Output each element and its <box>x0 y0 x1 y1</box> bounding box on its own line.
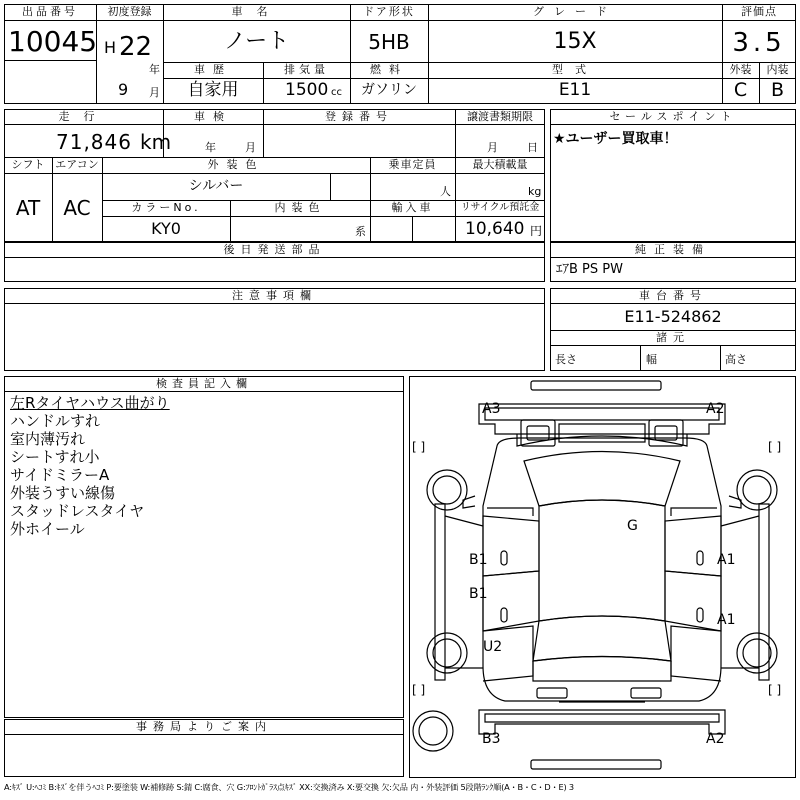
legend: A:ｷｽﾞ U:ﾍｺﾐ B:ｷｽﾞを伴うﾍｺﾐ P:要塗装 W:補修跡 S:錆 C:腐食、穴 G:ﾌﾛﾝﾄｶﾞﾗｽ点ｷｽﾞ XX:交換済み X:要交換 欠:欠品 内・外装評価 5段階ﾗﾝｸ順(A・B・C・D・E) 3 <box>4 782 574 792</box>
door-label: ドア形状 <box>363 5 415 18</box>
door-type: 5HB <box>368 30 410 54</box>
bracket-left-top: [ ] <box>412 440 426 454</box>
fuel: ガソリン <box>361 82 417 98</box>
car-name: ノート <box>223 29 290 54</box>
inspection-month-unit: 月 <box>245 141 256 154</box>
vehicle-info-frame <box>4 109 545 242</box>
bracket-right-bottom: [ ] <box>768 683 782 697</box>
mark-u2: U2 <box>483 639 503 655</box>
mark-g: G <box>627 518 638 534</box>
exterior-label: 外装 <box>729 63 752 76</box>
score: 3.5 <box>732 28 786 58</box>
displacement-unit: cc <box>331 87 342 98</box>
mark-a1-lower: A1 <box>717 612 736 628</box>
first-reg-label: 初度登録 <box>107 5 152 18</box>
lot-no-label: 出品番号 <box>22 5 78 18</box>
mark-a1-upper: A1 <box>717 552 736 568</box>
capacity-unit: 人 <box>440 185 451 198</box>
selling-points: ★ユーザー買取車！ <box>553 131 678 147</box>
inspector-line-6: 外装うすい線傷 <box>10 484 116 502</box>
inspector-line-8: 外ホイール <box>10 520 85 538</box>
inspector-line-4: シートすれ小 <box>10 448 100 466</box>
mark-b1-upper: B1 <box>469 552 488 568</box>
max-load-unit: kg <box>528 185 542 198</box>
model: E11 <box>558 80 592 100</box>
transfer-day-unit: 日 <box>527 141 538 154</box>
later-parts-label: 後日発送部品 <box>223 243 326 256</box>
era: H <box>104 38 117 57</box>
color: シルバー <box>188 178 244 194</box>
fuel-label: 燃料 <box>370 63 408 76</box>
color-label: 外装色 <box>207 158 265 171</box>
shift-label: シフト <box>11 158 45 171</box>
equipment: ｴｱB PS PW <box>556 262 623 277</box>
car-diagram <box>409 376 796 778</box>
lot-no: 10045 <box>8 25 98 58</box>
reg-no-label: 登録番号 <box>325 110 393 123</box>
recycle-fee: 10,640 <box>465 219 525 239</box>
inspector-line-5: サイドミラーA <box>10 466 110 484</box>
transfer-month-unit: 月 <box>487 141 498 154</box>
bracket-right-top: [ ] <box>768 440 782 454</box>
interior-grade: B <box>770 79 785 101</box>
recycle-unit: 円 <box>530 224 543 238</box>
grade: 15X <box>553 29 597 54</box>
max-load-label: 最大積載量 <box>472 158 528 171</box>
recycle-label: リサイクル預託金 <box>460 202 540 213</box>
mileage-label: 走行 <box>58 110 109 123</box>
car-name-label: 車名 <box>231 5 282 18</box>
chassis-number: E11-524862 <box>624 307 722 326</box>
interior-color-label: 内装色 <box>274 201 326 214</box>
mark-b1-lower: B1 <box>469 586 488 602</box>
mark-a3: A3 <box>482 401 501 417</box>
year-unit: 年 <box>149 63 160 76</box>
chassis-label: 車台番号 <box>639 289 707 302</box>
history: 自家用 <box>187 80 239 100</box>
inspector-line-7: スタッドレスタイヤ <box>10 502 145 520</box>
color-no-label: カラーNo. <box>131 201 201 214</box>
month-unit: 月 <box>149 86 160 99</box>
mark-a2-bottom: A2 <box>706 731 725 747</box>
equipment-label: 純正装備 <box>635 243 711 256</box>
model-label: 型式 <box>552 63 598 76</box>
height-label: 高さ <box>725 353 747 366</box>
mark-a2-top: A2 <box>706 401 725 417</box>
interior-color-unit: 系 <box>355 225 366 238</box>
inspection-year-unit: 年 <box>205 141 216 154</box>
ac: AC <box>63 196 91 220</box>
mark-b3: B3 <box>482 731 501 747</box>
bracket-left-bottom: [ ] <box>412 683 426 697</box>
ac-label: エアコン <box>55 158 99 171</box>
score-label: 評価点 <box>741 5 777 18</box>
import-label: 輸入車 <box>391 201 434 214</box>
exterior-grade: C <box>733 79 748 101</box>
inspector-line-3: 室内薄汚れ <box>10 430 86 448</box>
mileage: 71,846 <box>56 130 132 154</box>
displacement-label: 排気量 <box>284 63 329 76</box>
notes-label: 注意事項欄 <box>232 289 317 302</box>
office-label: 事務局よりご案内 <box>136 720 272 733</box>
inspector-label: 検査員記入欄 <box>156 377 252 390</box>
selling-points-frame <box>550 109 796 242</box>
grade-label: グレード <box>533 5 617 18</box>
specs-label: 諸元 <box>656 331 690 344</box>
mileage-unit: km <box>140 130 172 154</box>
length-label: 長さ <box>555 353 577 366</box>
inspection-label: 車検 <box>194 110 232 123</box>
first-reg-year: 22 <box>119 32 153 62</box>
first-reg-month: 9 <box>118 80 129 99</box>
history-label: 車歴 <box>194 63 232 76</box>
inspector-line-1: 左Rタイヤハウス曲がり <box>10 394 170 412</box>
interior-label: 内装 <box>766 63 789 76</box>
inspector-line-2: ハンドルすれ <box>10 412 101 430</box>
selling-points-label: セールスポイント <box>609 110 737 123</box>
width-label: 幅 <box>646 353 657 366</box>
transfer-deadline-label: 譲渡書類期限 <box>467 110 533 123</box>
capacity-label: 乗車定員 <box>388 158 437 171</box>
color-no: KY0 <box>151 219 181 238</box>
shift: AT <box>15 196 41 220</box>
displacement: 1500 <box>285 80 329 100</box>
